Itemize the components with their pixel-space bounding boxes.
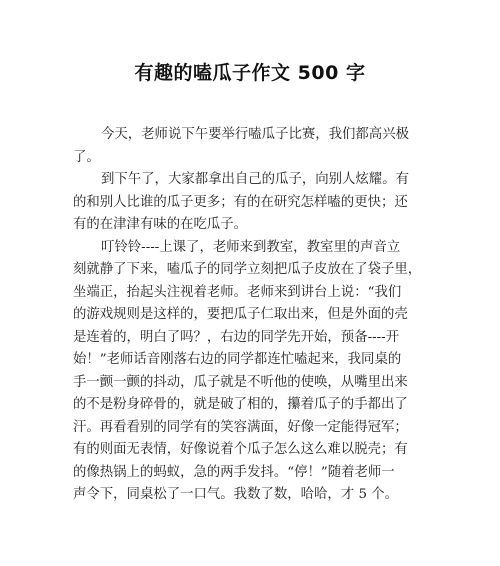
essay-line: 的不是粉身碎骨的，就是破了相的，攥着瓜子的手都出了 <box>73 397 408 412</box>
essay-line: 刻就静了下来，嗑瓜子的同学立刻把瓜子皮放在了袋子里， <box>73 262 422 277</box>
essay-line: 是连着的，明白了吗？，右边的同学先开始，预备----开 <box>73 329 400 345</box>
essay-body <box>73 124 423 507</box>
essay-line: 叮铃铃----上课了，老师来到教室，教室里的声音立 <box>101 239 401 255</box>
essay-line: 了。 <box>73 149 100 165</box>
essay-line: 的像热锅上的蚂蚁，急的两手发抖。“停！”随着老师一 <box>73 464 395 480</box>
essay-line: 的游戏规则是这样的，要把瓜子仁取出来，但是外面的壳 <box>73 307 408 322</box>
essay-line: 有的则面无表情，好像说着个瓜子怎么这么难以脱壳；有 <box>73 442 408 457</box>
essay-line: 的和别人比谁的瓜子更多；有的在研究怎样嗑的更快；还 <box>73 194 408 210</box>
essay-line: 坐端正，抬起头注视着老师。老师来到讲台上说：“我们 <box>73 284 402 300</box>
essay-line: 声令下，同桌松了一口气。我数了数，哈哈，才 5 个。 <box>73 487 399 502</box>
essay-line: 手一颤一颤的抖动，瓜子就是不听他的使唤，从嘴里出来 <box>73 374 408 390</box>
essay-line: 汗。再看看别的同学有的笑容满面，好像一定能得冠军； <box>73 419 408 435</box>
essay-line: 今天，老师说下午要举行嗑瓜子比赛，我们都高兴极 <box>101 127 409 142</box>
document-title: 有趣的嗑瓜子作文 500 字 <box>134 62 366 84</box>
essay-line: 有的在津津有味的在吃瓜子。 <box>73 217 248 232</box>
essay-line: 始！”老师话音刚落右边的同学都连忙嗑起来，我同桌的 <box>73 352 402 367</box>
essay-line: 到下午了，大家都拿出自己的瓜子，向别人炫耀。有 <box>101 172 409 187</box>
